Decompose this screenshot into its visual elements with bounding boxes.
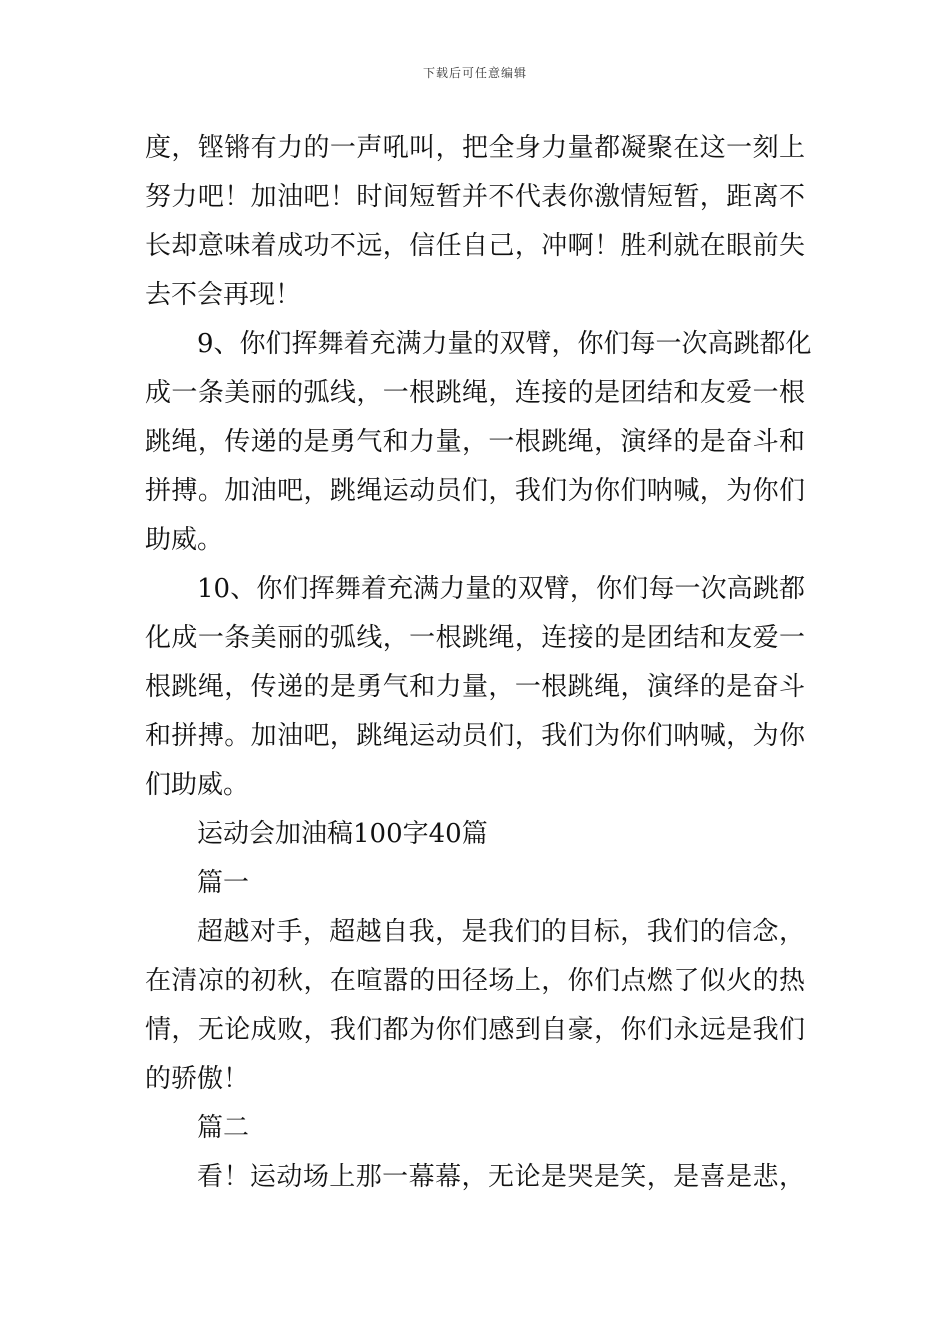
paragraph-2-start: 看！运动场上那一幕幕，无论是哭是笑，是喜是悲， [197,1162,805,1192]
text-line: 度，铿锵有力的一声吼叫，把全身力量都凝聚在这一刻上 [145,133,805,163]
paragraph-9-start: 9、你们挥舞着充满力量的双臂，你们每一次高跳都化 [197,329,812,359]
text-line: 跳绳，传递的是勇气和力量，一根跳绳，演绎的是奋斗和 [145,427,805,457]
text-line: 拼搏。加油吧，跳绳运动员们，我们为你们呐喊，为你们 [145,476,805,506]
document-body [145,124,812,1202]
text-line: 助威。 [145,525,224,555]
section-title: 运动会加油稿100字40篇 [197,819,488,849]
text-line: 在清凉的初秋，在喧嚣的田径场上，你们点燃了似火的热 [145,966,805,996]
section-heading-2: 篇二 [197,1113,250,1143]
page-header: 下载后可任意编辑 [422,66,527,80]
text-line: 成一条美丽的弧线，一根跳绳，连接的是团结和友爱一根 [145,378,805,408]
text-line: 根跳绳，传递的是勇气和力量，一根跳绳，演绎的是奋斗 [145,672,805,702]
text-line: 们助威。 [145,770,250,800]
paragraph-10-start: 10、你们挥舞着充满力量的双臂，你们每一次高跳都 [197,574,805,604]
section-heading-1: 篇一 [197,868,250,898]
text-line: 和拼搏。加油吧，跳绳运动员们，我们为你们呐喊，为你 [145,721,805,751]
text-line: 去不会再现！ [145,280,302,310]
text-line: 努力吧！加油吧！时间短暂并不代表你激情短暂，距离不 [145,182,805,212]
text-line: 的骄傲！ [145,1064,250,1094]
paragraph-1-start: 超越对手，超越自我，是我们的目标，我们的信念， [197,917,805,947]
text-line: 情，无论成败，我们都为你们感到自豪，你们永远是我们 [145,1015,805,1045]
text-line: 长却意味着成功不远，信任自己，冲啊！胜利就在眼前失 [145,231,805,261]
text-line: 化成一条美丽的弧线，一根跳绳，连接的是团结和友爱一 [145,623,805,653]
